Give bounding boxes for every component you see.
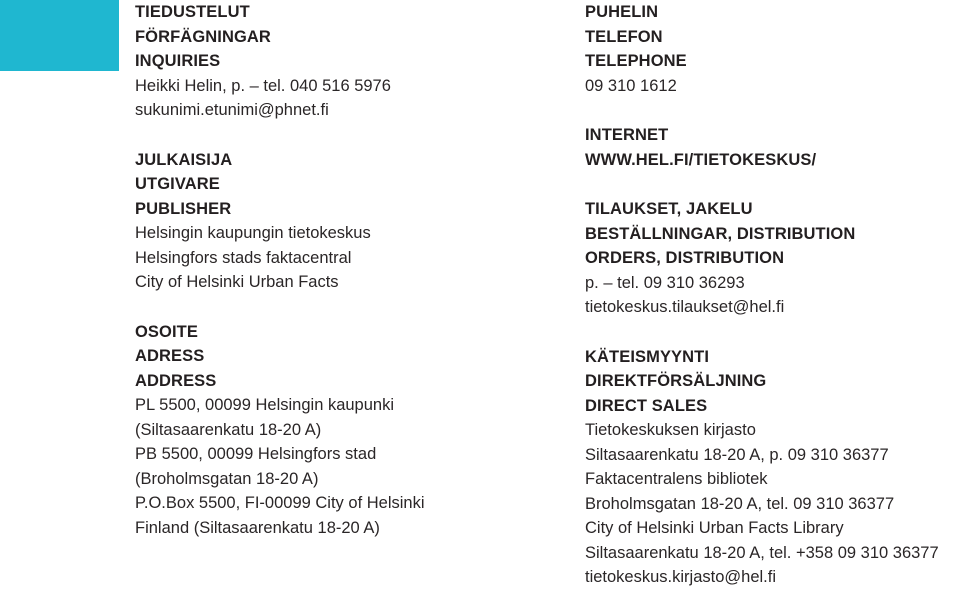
section-label: PUHELIN (585, 3, 659, 21)
telephone-number: 09 310 1612 (585, 76, 677, 95)
sales-line: Tietokeskuksen kirjasto (585, 421, 756, 439)
section-label: ORDERS, DISTRIBUTION (585, 249, 785, 267)
sales-line: Siltasaarenkatu 18-20 A, tel. +358 09 310 36377 (585, 543, 939, 562)
address-section (135, 320, 425, 541)
section-label: TELEFON (585, 27, 663, 46)
section-label: DIREKTFÖRSÄLJNING (585, 372, 767, 390)
section-label: BESTÄLLNINGAR, DISTRIBUTION (585, 224, 856, 243)
inquiries-section (135, 0, 425, 123)
section-label: TILAUKSET, JAKELU (585, 200, 753, 218)
left-column (135, 0, 425, 565)
publisher-name: City of Helsinki Urban Facts (135, 273, 339, 291)
section-label: JULKAISIJA (135, 150, 233, 169)
direct-sales-section (585, 345, 939, 590)
contact-person: Heikki Helin, p. – tel. 040 516 5976 (135, 76, 391, 95)
address-line: Finland (Siltasaarenkatu 18-20 A) (135, 518, 380, 537)
sales-line: City of Helsinki Urban Facts Library (585, 519, 844, 537)
section-label: KÄTEISMYYNTI (585, 347, 710, 366)
sales-line: Faktacentralens bibliotek (585, 470, 768, 488)
section-label: OSOITE (135, 322, 198, 341)
section-label: DIRECT SALES (585, 396, 708, 415)
internet-section (585, 123, 939, 172)
section-label: ADRESS (135, 347, 205, 365)
sales-email[interactable]: tietokeskus.kirjasto@hel.fi (585, 568, 776, 586)
section-label: PUBLISHER (135, 199, 232, 218)
contact-email[interactable]: sukunimi.etunimi@phnet.fi (135, 101, 329, 119)
address-line: (Broholmsgatan 18-20 A) (135, 469, 319, 488)
orders-email[interactable]: tietokeskus.tilaukset@hel.fi (585, 298, 785, 316)
publisher-name: Helsingfors stads faktacentral (135, 248, 352, 267)
orders-section (585, 197, 939, 320)
section-label: UTGIVARE (135, 175, 220, 193)
publisher-name: Helsingin kaupungin tietokeskus (135, 224, 371, 242)
section-label: TIEDUSTELUT (135, 3, 250, 21)
section-label: ADDRESS (135, 371, 217, 390)
website-link[interactable]: WWW.HEL.FI/TIETOKESKUS/ (585, 150, 817, 169)
sales-line: Siltasaarenkatu 18-20 A, p. 09 310 36377 (585, 445, 889, 464)
address-line: PB 5500, 00099 Helsingfors stad (135, 445, 377, 463)
address-line: PL 5500, 00099 Helsingin kaupunki (135, 396, 394, 414)
section-label: FÖRFÄGNINGAR (135, 27, 271, 46)
address-line: (Siltasaarenkatu 18-20 A) (135, 420, 322, 439)
sales-line: Broholmsgatan 18-20 A, tel. 09 310 36377 (585, 494, 895, 513)
section-label: INTERNET (585, 126, 669, 144)
orders-phone: p. – tel. 09 310 36293 (585, 273, 745, 292)
address-line: P.O.Box 5500, FI-00099 City of Helsinki (135, 494, 425, 512)
right-column (585, 0, 939, 615)
section-label: INQUIRIES (135, 52, 221, 70)
telephone-section (585, 0, 939, 98)
publisher-section (135, 148, 425, 295)
accent-color-block (0, 0, 119, 71)
section-label: TELEPHONE (585, 52, 687, 70)
